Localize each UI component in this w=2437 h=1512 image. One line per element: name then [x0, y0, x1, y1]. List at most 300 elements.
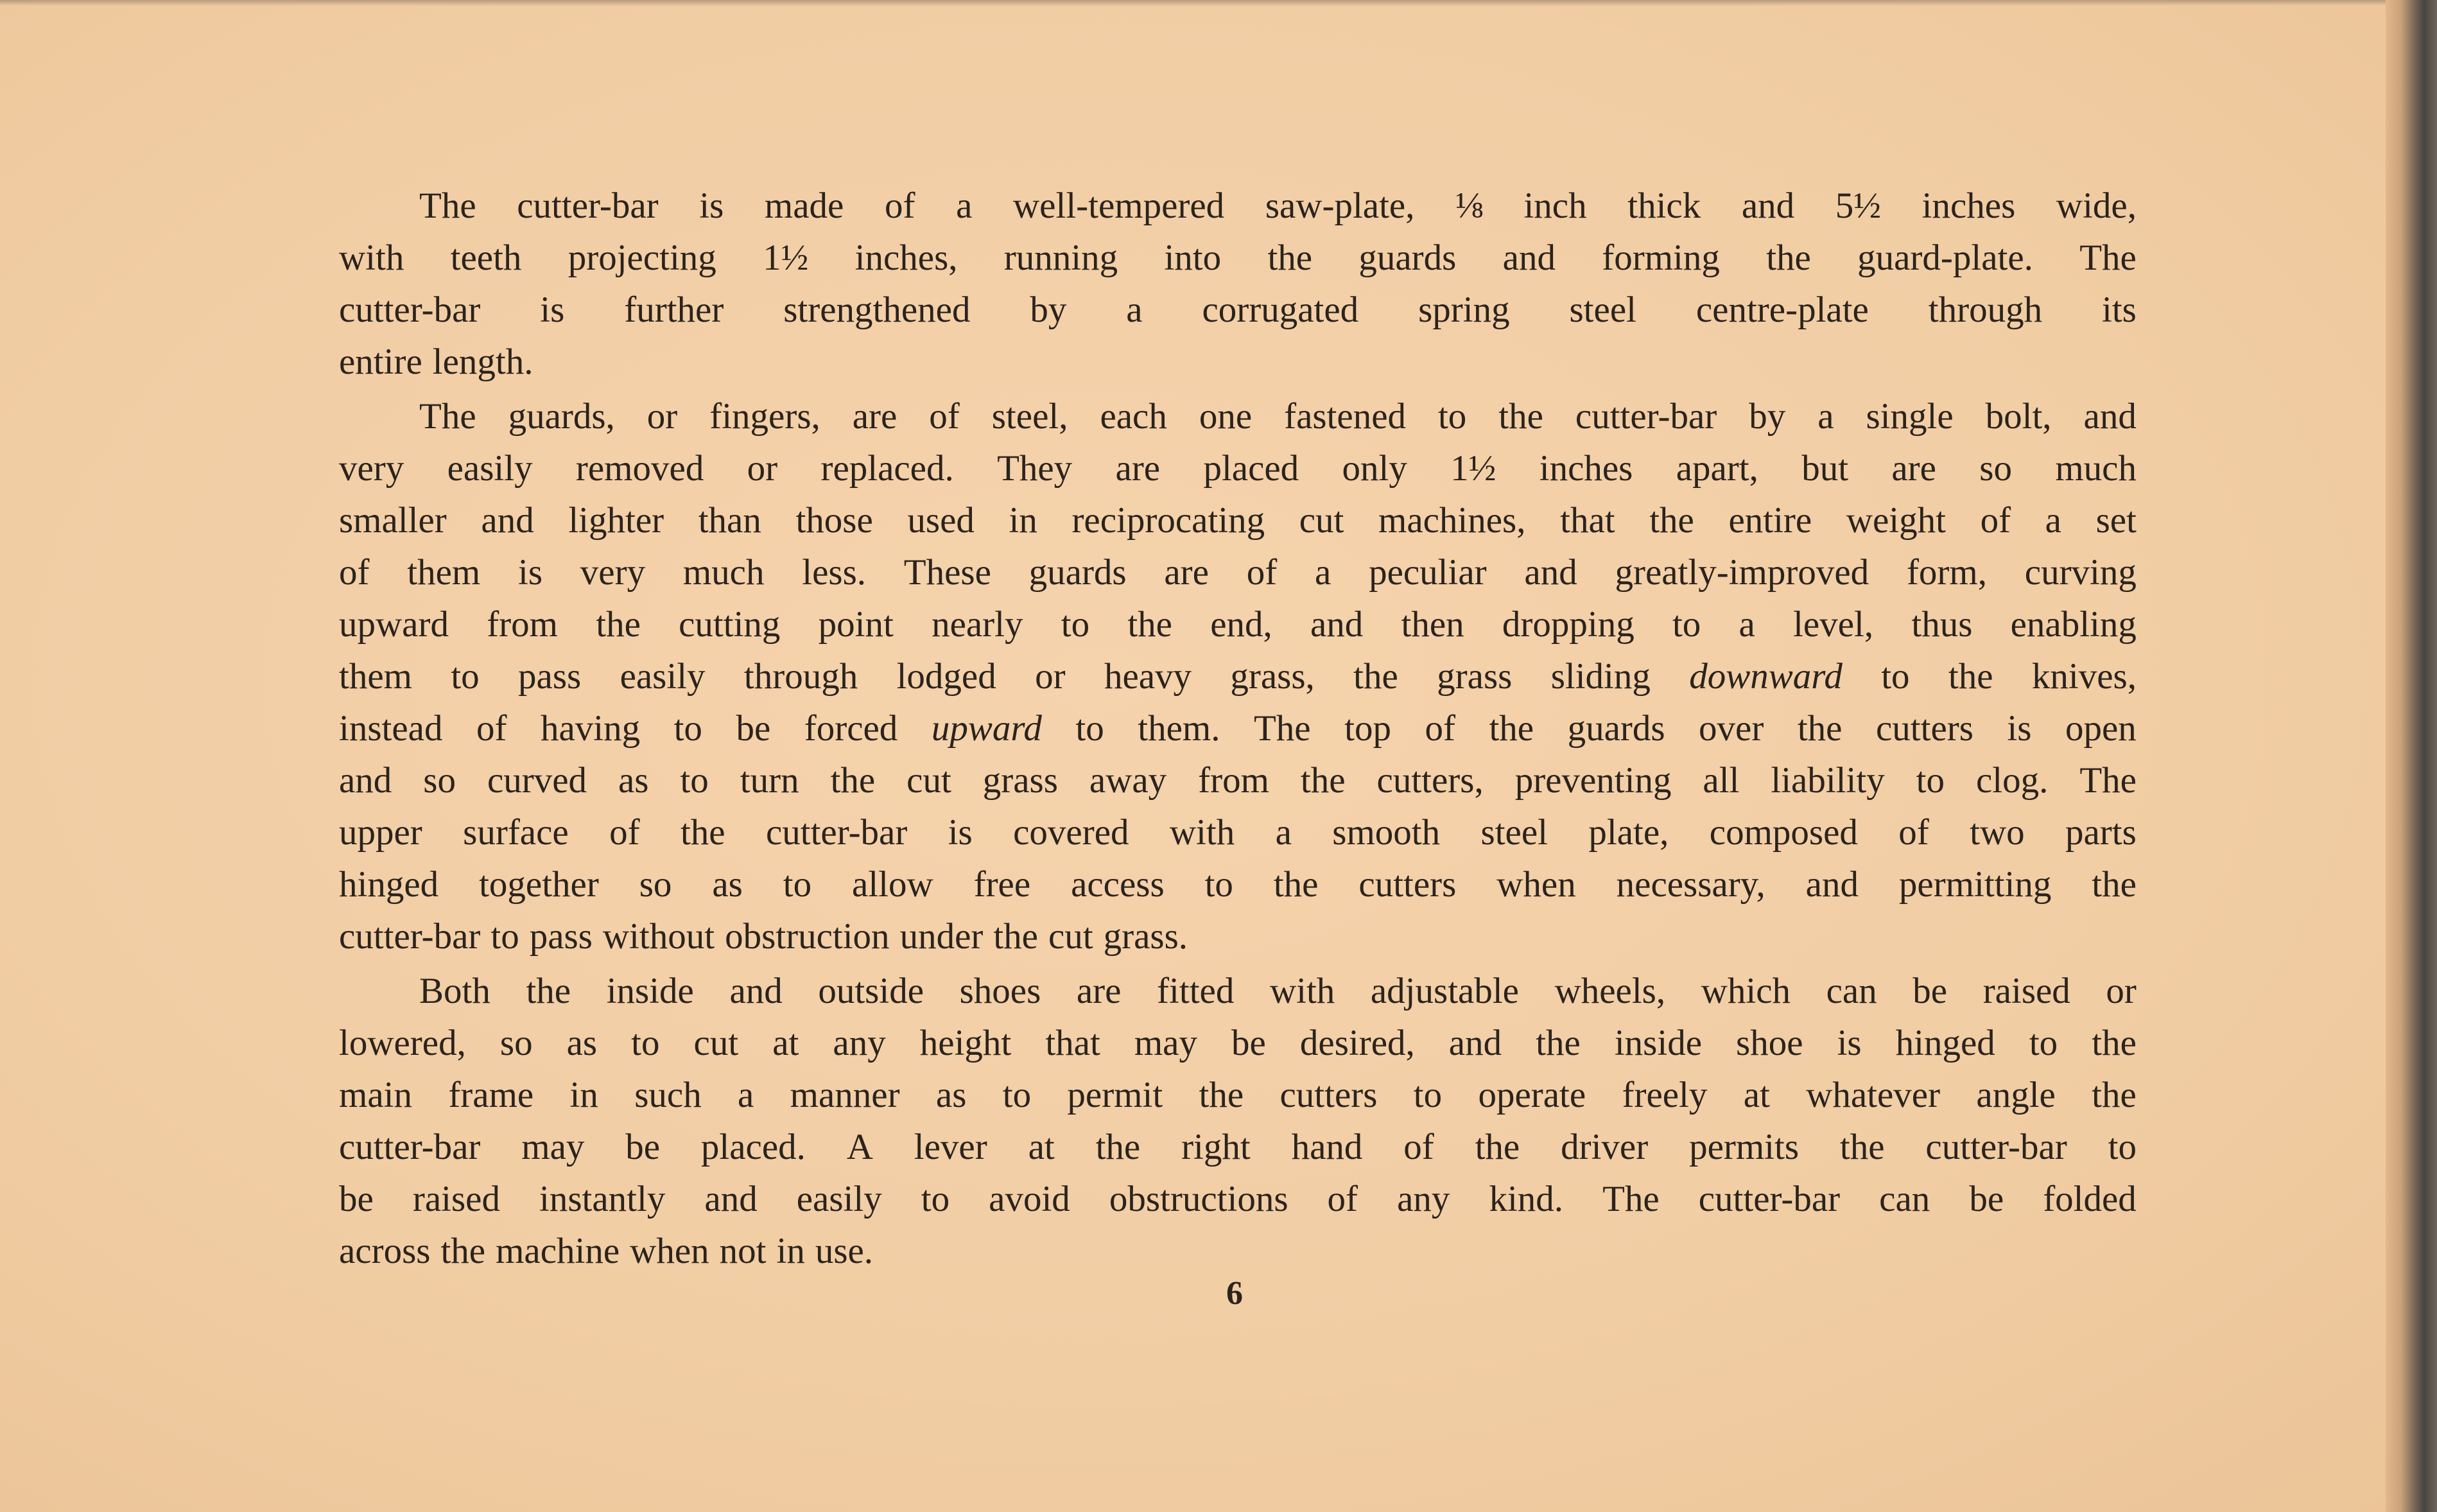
- word: be: [1231, 1023, 1266, 1063]
- word: single: [1866, 396, 1954, 437]
- word: steel: [1569, 290, 1636, 330]
- word: curved: [487, 760, 587, 801]
- word: so: [639, 864, 672, 905]
- word: These: [903, 552, 991, 593]
- word: hinged: [339, 864, 439, 905]
- word: at: [772, 1023, 799, 1063]
- word: the: [1353, 656, 1398, 697]
- word: free: [973, 864, 1031, 905]
- word: guards,: [508, 396, 615, 437]
- word: over: [1699, 708, 1764, 749]
- text-line: [339, 702, 2137, 754]
- word: to: [2108, 1127, 2137, 1167]
- word: 1½: [763, 238, 809, 278]
- word: a: [2045, 500, 2061, 541]
- word: than: [698, 500, 761, 541]
- word: of: [884, 186, 915, 226]
- word: easily: [447, 448, 533, 489]
- word: without: [602, 916, 715, 957]
- word: a: [1817, 396, 1834, 437]
- word: kind.: [1489, 1179, 1564, 1219]
- word: in: [776, 1231, 805, 1271]
- word: or: [747, 448, 778, 489]
- word: machines,: [1378, 500, 1526, 541]
- word: pass: [518, 656, 582, 697]
- word: turn: [740, 760, 799, 801]
- word: cutter-bar: [765, 812, 908, 853]
- word: to: [921, 1179, 950, 1219]
- word: ⅛: [1455, 186, 1483, 226]
- word: of: [1327, 1179, 1358, 1219]
- word: lowered,: [339, 1023, 466, 1063]
- word: operate: [1478, 1075, 1586, 1115]
- word: The: [2079, 760, 2137, 801]
- word: grass.: [1103, 916, 1188, 957]
- word: used: [907, 500, 975, 541]
- word: cutting: [679, 604, 781, 645]
- word: clog.: [1975, 760, 2049, 801]
- word: a: [1275, 812, 1292, 853]
- word: inside: [1614, 1023, 1702, 1063]
- word: cutter-bar: [339, 290, 481, 330]
- word: The: [1253, 708, 1311, 749]
- word: the: [1839, 1127, 1885, 1167]
- word: and: [1448, 1023, 1502, 1063]
- word: a: [738, 1075, 754, 1115]
- word: use.: [815, 1231, 874, 1271]
- word: centre-plate: [1695, 290, 1869, 330]
- word: plate,: [1588, 812, 1669, 853]
- text-line: [339, 390, 2137, 442]
- word: guards: [1567, 708, 1665, 749]
- word: and: [704, 1179, 758, 1219]
- word: well-tempered: [1013, 186, 1225, 226]
- word: corrugated: [1202, 290, 1359, 330]
- word: hinged: [1895, 1023, 1995, 1063]
- word: under: [899, 916, 984, 957]
- word: fitted: [1157, 971, 1235, 1011]
- text-line: [339, 284, 2137, 336]
- word: The: [419, 396, 476, 437]
- word: the: [2092, 1023, 2137, 1063]
- word: The: [1602, 1179, 1660, 1219]
- word: when: [1496, 864, 1576, 905]
- text-line: [339, 1069, 2137, 1121]
- word: with: [1269, 971, 1335, 1011]
- word: can: [1879, 1179, 1930, 1219]
- word: from: [487, 604, 558, 645]
- word: are: [1115, 448, 1161, 489]
- word: obstruction: [725, 916, 890, 957]
- word: placed.: [700, 1127, 806, 1167]
- word: forced: [804, 708, 898, 749]
- word: to: [1075, 708, 1104, 749]
- word: a: [1314, 552, 1331, 593]
- word: and: [1310, 604, 1364, 645]
- word: end,: [1210, 604, 1272, 645]
- word: is: [699, 186, 724, 226]
- word: further: [624, 290, 724, 330]
- word: to: [1061, 604, 1090, 645]
- word: grass,: [1230, 656, 1315, 697]
- word: freely: [1622, 1075, 1708, 1115]
- word: and: [1502, 238, 1556, 278]
- word: with: [1169, 812, 1235, 853]
- word: as: [566, 1023, 598, 1063]
- word: the: [1300, 760, 1346, 801]
- word: fastened: [1284, 396, 1406, 437]
- word: the: [680, 812, 725, 853]
- word: upper: [339, 812, 422, 853]
- book-spine-edge: [2386, 0, 2437, 1512]
- word: a: [1126, 290, 1143, 330]
- word: teeth: [450, 238, 522, 278]
- word: and: [1524, 552, 1577, 593]
- word: Both: [419, 971, 490, 1011]
- word: to: [490, 916, 519, 957]
- word: 1½: [1450, 448, 1496, 489]
- word: 5½: [1835, 186, 1882, 226]
- text-line: [339, 754, 2137, 806]
- word: such: [634, 1075, 702, 1115]
- word: cutters: [1875, 708, 1973, 749]
- word: pass: [529, 916, 593, 957]
- word: to: [1413, 1075, 1443, 1115]
- word: from: [1198, 760, 1269, 801]
- word: driver: [1561, 1127, 1649, 1167]
- word: can: [1826, 971, 1877, 1011]
- word: main: [339, 1075, 412, 1115]
- word: having: [540, 708, 641, 749]
- word: only: [1342, 448, 1407, 489]
- text-line: [339, 1225, 2137, 1277]
- text-line: [339, 180, 2137, 232]
- word: curving: [2024, 552, 2137, 593]
- word: wide,: [2056, 186, 2137, 226]
- word: open: [2065, 708, 2137, 749]
- word: instead: [339, 708, 443, 749]
- word: inside: [606, 971, 694, 1011]
- word: grass: [982, 760, 1058, 801]
- word: is: [1837, 1023, 1862, 1063]
- word: less.: [802, 552, 866, 593]
- word: by: [1749, 396, 1786, 437]
- word: lighter: [568, 500, 664, 541]
- word: and: [1741, 186, 1795, 226]
- word: then: [1401, 604, 1464, 645]
- word: but: [1801, 448, 1849, 489]
- word: away: [1089, 760, 1167, 801]
- word: cutter-bar: [1575, 396, 1717, 437]
- word: the: [1498, 396, 1543, 437]
- word: strengthened: [783, 290, 971, 330]
- word: of: [929, 396, 960, 437]
- word: the: [596, 604, 641, 645]
- word: when: [630, 1231, 709, 1271]
- word: heavy: [1104, 656, 1192, 697]
- text-line: [339, 650, 2137, 702]
- word: whatever: [1806, 1075, 1941, 1115]
- word: inches,: [854, 238, 958, 278]
- word: the: [1536, 1023, 1581, 1063]
- word: knives,: [2031, 656, 2137, 697]
- word: to: [631, 1023, 660, 1063]
- word: any: [1397, 1179, 1450, 1219]
- word: as: [712, 864, 743, 905]
- word: of: [1403, 1127, 1434, 1167]
- word: dropping: [1502, 604, 1635, 645]
- word: smooth: [1332, 812, 1441, 853]
- word: sliding: [1550, 656, 1651, 697]
- word: to: [783, 864, 812, 905]
- word: guard-plate.: [1857, 238, 2033, 278]
- word: obstructions: [1109, 1179, 1288, 1219]
- text-line: [339, 910, 2137, 962]
- word: apart,: [1676, 448, 1758, 489]
- word: of: [1980, 500, 2011, 541]
- text-line: [339, 965, 2137, 1017]
- word: point: [818, 604, 894, 645]
- word: bolt,: [1985, 396, 2052, 437]
- italic-word: downward: [1689, 656, 1843, 697]
- word: be: [625, 1127, 661, 1167]
- word: removed: [575, 448, 704, 489]
- word: two: [1970, 812, 2025, 853]
- word: weight: [1846, 500, 1946, 541]
- word: spring: [1418, 290, 1510, 330]
- word: allow: [852, 864, 933, 905]
- word: necessary,: [1616, 864, 1765, 905]
- word: be: [736, 708, 771, 749]
- word: guards: [1028, 552, 1127, 593]
- word: are: [1891, 448, 1936, 489]
- word: much: [682, 552, 765, 593]
- word: and: [2083, 396, 2137, 437]
- word: steel: [1480, 812, 1548, 853]
- word: of: [476, 708, 507, 749]
- word: reciprocating: [1071, 500, 1265, 541]
- text-line: [339, 858, 2137, 910]
- word: lever: [914, 1127, 987, 1167]
- word: the: [1948, 656, 1993, 697]
- word: in: [1009, 500, 1037, 541]
- word: a: [956, 186, 973, 226]
- word: and: [729, 971, 783, 1011]
- word: permits: [1689, 1127, 1800, 1167]
- word: cutters,: [1376, 760, 1484, 801]
- word: set: [2095, 500, 2137, 541]
- word: the: [1797, 708, 1843, 749]
- word: top: [1344, 708, 1391, 749]
- word: easily: [796, 1179, 882, 1219]
- word: the: [1766, 238, 1811, 278]
- word: frame: [448, 1075, 534, 1115]
- word: cutter-bar: [339, 916, 481, 957]
- word: forming: [1602, 238, 1720, 278]
- italic-word: upward: [931, 708, 1042, 749]
- word: cutter-bar: [1698, 1179, 1841, 1219]
- word: the: [2092, 864, 2137, 905]
- text-line: [339, 1173, 2137, 1225]
- text-line: [339, 806, 2137, 858]
- text-line: [339, 598, 2137, 650]
- word: desired,: [1299, 1023, 1415, 1063]
- word: at: [1028, 1127, 1055, 1167]
- text-line: [339, 1017, 2137, 1069]
- word: at: [1743, 1075, 1770, 1115]
- word: are: [852, 396, 898, 437]
- word: thus: [1911, 604, 1973, 645]
- word: inches: [1921, 186, 2016, 226]
- word: grass: [1437, 656, 1513, 697]
- word: guards: [1358, 238, 1457, 278]
- word: the: [1475, 1127, 1520, 1167]
- word: with: [339, 238, 404, 278]
- word: the: [1273, 864, 1319, 905]
- word: instantly: [539, 1179, 666, 1219]
- body-text: [339, 180, 2137, 1280]
- word: covered: [1013, 812, 1129, 853]
- word: to: [673, 708, 702, 749]
- word: those: [795, 500, 873, 541]
- word: cutters: [1358, 864, 1457, 905]
- word: the: [1127, 604, 1172, 645]
- word: replaced.: [820, 448, 954, 489]
- word: placed: [1203, 448, 1299, 489]
- word: liability: [1771, 760, 1885, 801]
- word: cutters: [1279, 1075, 1378, 1115]
- word: access: [1071, 864, 1165, 905]
- word: composed: [1709, 812, 1858, 853]
- word: The: [2079, 238, 2137, 278]
- word: steel,: [991, 396, 1068, 437]
- word: the: [526, 971, 571, 1011]
- word: across: [339, 1231, 431, 1271]
- word: as: [935, 1075, 967, 1115]
- word: which: [1701, 971, 1791, 1011]
- paragraph: [339, 965, 2137, 1277]
- word: parts: [2065, 812, 2137, 853]
- word: form,: [1906, 552, 1987, 593]
- word: that: [1045, 1023, 1100, 1063]
- word: not: [719, 1231, 767, 1271]
- word: and: [481, 500, 534, 541]
- word: the: [1199, 1075, 1244, 1115]
- paragraph: [339, 390, 2137, 962]
- word: the: [2092, 1075, 2137, 1115]
- word: to: [451, 656, 480, 697]
- word: to: [1672, 604, 1701, 645]
- word: angle: [1976, 1075, 2056, 1115]
- word: very: [580, 552, 646, 593]
- word: cutter-bar: [339, 1127, 481, 1167]
- word: to: [1916, 760, 1945, 801]
- word: entire: [339, 342, 422, 382]
- word: of: [609, 812, 640, 853]
- word: avoid: [989, 1179, 1070, 1219]
- word: greatly-improved: [1615, 552, 1869, 593]
- word: machine: [496, 1231, 620, 1271]
- word: thick: [1627, 186, 1701, 226]
- word: as: [618, 760, 649, 801]
- page-top-edge: [0, 0, 2437, 6]
- word: its: [2101, 290, 2137, 330]
- word: fingers,: [709, 396, 820, 437]
- word: to: [680, 760, 709, 801]
- text-line: [339, 546, 2137, 598]
- word: shoe: [1736, 1023, 1803, 1063]
- word: length.: [432, 342, 533, 382]
- word: them: [339, 656, 412, 697]
- word: the: [830, 760, 876, 801]
- word: cut: [693, 1023, 739, 1063]
- word: be: [339, 1179, 374, 1219]
- word: them: [407, 552, 481, 593]
- word: hand: [1291, 1127, 1363, 1167]
- word: each: [1100, 396, 1167, 437]
- word: or: [646, 396, 678, 437]
- word: them.: [1138, 708, 1220, 749]
- word: surface: [463, 812, 569, 853]
- word: to: [1002, 1075, 1032, 1115]
- word: cut: [1048, 916, 1093, 957]
- word: raised: [1982, 971, 2070, 1011]
- page-number: 6: [1226, 1275, 1243, 1312]
- word: any: [833, 1023, 886, 1063]
- word: of: [339, 552, 370, 593]
- word: lodged: [896, 656, 996, 697]
- word: projecting: [568, 238, 716, 278]
- word: very: [339, 448, 404, 489]
- word: through: [1928, 290, 2043, 330]
- word: made: [764, 186, 844, 226]
- word: running: [1003, 238, 1118, 278]
- word: entire: [1728, 500, 1812, 541]
- word: be: [1969, 1179, 2004, 1219]
- word: cut: [906, 760, 951, 801]
- word: so: [423, 760, 456, 801]
- text-line: [339, 494, 2137, 546]
- word: adjustable: [1370, 971, 1519, 1011]
- word: wheels,: [1554, 971, 1666, 1011]
- word: is: [2007, 708, 2032, 749]
- word: upward: [339, 604, 449, 645]
- word: easily: [620, 656, 706, 697]
- word: of: [1425, 708, 1455, 749]
- word: the: [1267, 238, 1313, 278]
- word: by: [1030, 290, 1067, 330]
- word: is: [948, 812, 973, 853]
- word: peculiar: [1369, 552, 1487, 593]
- word: the: [440, 1231, 486, 1271]
- word: folded: [2043, 1179, 2137, 1219]
- word: in: [569, 1075, 598, 1115]
- word: of: [1246, 552, 1278, 593]
- word: one: [1199, 396, 1253, 437]
- word: The: [419, 186, 476, 226]
- word: raised: [412, 1179, 500, 1219]
- word: together: [479, 864, 599, 905]
- word: and: [339, 760, 392, 801]
- word: cutter-bar: [517, 186, 659, 226]
- text-line: [339, 336, 2137, 388]
- text-line: [339, 1121, 2137, 1173]
- word: right: [1181, 1127, 1251, 1167]
- word: manner: [790, 1075, 900, 1115]
- word: cutter-bar: [1925, 1127, 2067, 1167]
- word: be: [1912, 971, 1948, 1011]
- word: permit: [1067, 1075, 1163, 1115]
